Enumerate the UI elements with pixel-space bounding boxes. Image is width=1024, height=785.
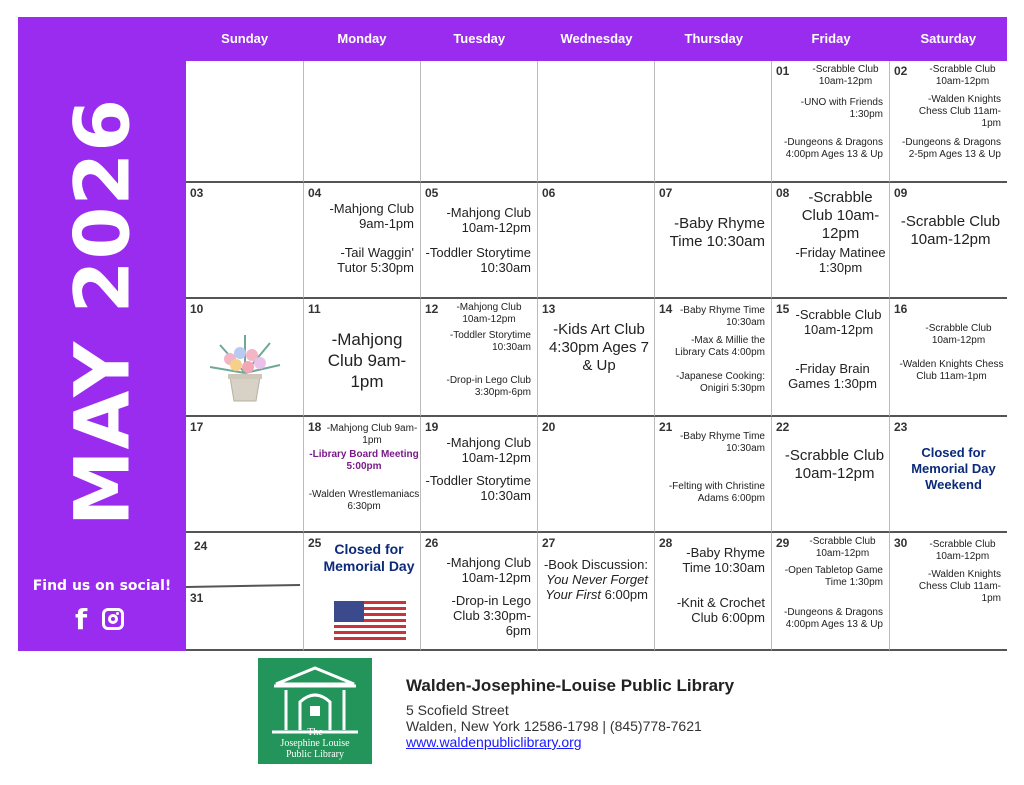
calendar-cell-sat-23 bbox=[890, 417, 1007, 533]
calendar-cell-sun-17 bbox=[186, 417, 304, 533]
calendar-cell-wed-6 bbox=[538, 183, 655, 299]
calendar-cell-fri-22 bbox=[772, 417, 890, 533]
day-number: 26 bbox=[425, 536, 439, 550]
logo-line: Public Library bbox=[285, 749, 345, 760]
calendar-cell-tue-5 bbox=[421, 183, 538, 299]
event: -Walden Knights Chess Club 11am-1pm bbox=[899, 359, 1004, 382]
day-number: 02 bbox=[894, 64, 908, 78]
event: -Felting with Christine Adams 6:00pm bbox=[668, 481, 765, 504]
event: -Mahjong Club 9am-1pm bbox=[329, 201, 414, 231]
day-number: 01 bbox=[776, 64, 790, 78]
day-number: 25 bbox=[308, 536, 322, 550]
day-number: 22 bbox=[776, 420, 790, 434]
calendar-cell-empty bbox=[538, 61, 655, 183]
event: -Scrabble Club 10am-12pm bbox=[929, 539, 996, 562]
event: -Drop-in Lego Club 3:30pm-6pm bbox=[451, 593, 531, 638]
event: -UNO with Friends 1:30pm bbox=[800, 97, 883, 120]
day-number: 21 bbox=[659, 420, 673, 434]
event: -Scrabble Club 10am-12pm bbox=[812, 64, 879, 87]
library-name: Walden-Josephine-Louise Public Library bbox=[406, 676, 735, 695]
event: -Mahjong Club 9am-1pm bbox=[327, 330, 407, 391]
event: -Baby Rhyme Time 10:30am bbox=[669, 215, 765, 250]
event: -Toddler Storytime 10:30am bbox=[425, 245, 531, 275]
event: -Scrabble Club 10am-12pm bbox=[801, 189, 880, 242]
event bbox=[542, 557, 654, 602]
library-city-phone: Walden, New York 12586-1798 | (845)778-7621 bbox=[406, 718, 702, 734]
calendar-cell-thu-28 bbox=[655, 533, 772, 651]
calendar-cell-fri-8 bbox=[772, 183, 890, 299]
calendar-cell-empty bbox=[655, 61, 772, 183]
event: -Drop-in Lego Club 3:30pm-6pm bbox=[446, 375, 531, 398]
book-title: You Never Forget Your First bbox=[545, 572, 648, 602]
library-website-link[interactable]: www.waldenpubliclibrary.org bbox=[406, 734, 582, 750]
event: -Dungeons & Dragons 4:00pm Ages 13 & Up bbox=[784, 137, 883, 160]
flower-pot-illustration bbox=[200, 325, 290, 405]
event: -Japanese Cooking: Onigiri 5:30pm bbox=[676, 371, 765, 394]
day-sunday: Sunday bbox=[221, 31, 269, 46]
calendar-cell-fri-1 bbox=[772, 61, 890, 183]
event: -Mahjong Club 10am-12pm bbox=[446, 205, 531, 235]
day-number: 17 bbox=[190, 420, 204, 434]
day-number: 18 bbox=[308, 420, 322, 434]
calendar-cell-sun-24-31 bbox=[186, 533, 304, 651]
us-flag-icon bbox=[334, 601, 406, 641]
library-logo bbox=[258, 658, 372, 764]
calendar-grid bbox=[186, 61, 1007, 651]
event: -Scrabble Club 10am-12pm bbox=[929, 64, 996, 87]
event: -Scrabble Club 10am-12pm bbox=[925, 323, 992, 346]
calendar-cell-fri-29 bbox=[772, 533, 890, 651]
event: -Mahjong Club 10am-12pm bbox=[446, 555, 531, 585]
event: -Tail Waggin' Tutor 5:30pm bbox=[337, 245, 414, 275]
event: -Kids Art Club 4:30pm Ages 7 & Up bbox=[548, 321, 650, 374]
event: -Friday Matinee 1:30pm bbox=[795, 245, 886, 275]
calendar-cell-mon-25 bbox=[304, 533, 421, 651]
event: -Baby Rhyme Time 10:30am bbox=[682, 545, 765, 575]
day-number: 07 bbox=[659, 186, 673, 200]
facebook-icon[interactable]: f bbox=[75, 603, 88, 636]
day-number: 23 bbox=[894, 420, 908, 434]
event: -Toddler Storytime 10:30am bbox=[449, 330, 531, 353]
day-number: 20 bbox=[542, 420, 556, 434]
event: -Walden Knights Chess Club 11am-1pm bbox=[918, 94, 1001, 129]
event: -Scrabble Club 10am-12pm bbox=[900, 213, 1001, 248]
event: -Open Tabletop Game Time 1:30pm bbox=[784, 565, 883, 588]
day-number: 15 bbox=[776, 302, 790, 316]
calendar-cell-mon-18 bbox=[304, 417, 421, 533]
day-number: 14 bbox=[659, 302, 673, 316]
closed-notice: Closed for Memorial Day Weekend bbox=[911, 445, 996, 492]
calendar-cell-thu-21 bbox=[655, 417, 772, 533]
day-friday: Friday bbox=[811, 31, 851, 46]
event: -Dungeons & Dragons 4:00pm Ages 13 & Up bbox=[784, 607, 883, 630]
day-number: 16 bbox=[894, 302, 908, 316]
day-number: 31 bbox=[190, 591, 204, 605]
calendar-cell-sat-9 bbox=[890, 183, 1007, 299]
event: -Mahjong Club 9am-1pm bbox=[326, 423, 418, 446]
calendar-cell-thu-14 bbox=[655, 299, 772, 417]
calendar-cell-wed-13 bbox=[538, 299, 655, 417]
day-saturday: Saturday bbox=[920, 31, 977, 46]
event-time: 6:00pm bbox=[601, 587, 648, 602]
event: -Walden Knights Chess Club 11am-1pm bbox=[918, 569, 1001, 604]
event: -Walden Wrestlemaniacs 6:30pm bbox=[308, 489, 420, 512]
event: -Friday Brain Games 1:30pm bbox=[788, 361, 877, 391]
calendar-cell-tue-19 bbox=[421, 417, 538, 533]
day-number: 06 bbox=[542, 186, 556, 200]
day-number: 19 bbox=[425, 420, 439, 434]
calendar-cell-mon-4 bbox=[304, 183, 421, 299]
day-number: 08 bbox=[776, 186, 790, 200]
library-street: 5 Scofield Street bbox=[406, 702, 509, 718]
logo-line: The bbox=[307, 727, 323, 738]
event: -Baby Rhyme Time 10:30am bbox=[679, 431, 765, 454]
day-number: 28 bbox=[659, 536, 673, 550]
event-text: -Book Discussion: bbox=[543, 557, 648, 572]
library-building-icon bbox=[270, 664, 360, 734]
event: -Baby Rhyme Time 10:30am bbox=[679, 305, 765, 328]
day-thursday: Thursday bbox=[684, 31, 744, 46]
calendar-cell-sun-3 bbox=[186, 183, 304, 299]
event: -Max & Millie the Library Cats 4:00pm bbox=[674, 335, 765, 358]
event: -Scrabble Club 10am-12pm bbox=[784, 447, 885, 482]
split-divider bbox=[186, 584, 300, 588]
event: -Toddler Storytime 10:30am bbox=[425, 473, 531, 503]
calendar-cell-tue-26 bbox=[421, 533, 538, 651]
calendar-cell-empty bbox=[304, 61, 421, 183]
closed-notice: Closed for Memorial Day bbox=[323, 541, 415, 574]
day-number: 05 bbox=[425, 186, 439, 200]
event: -Knit & Crochet Club 6:00pm bbox=[676, 595, 765, 625]
event: -Mahjong Club 10am-12pm bbox=[446, 435, 531, 465]
event: -Scrabble Club 10am-12pm bbox=[809, 536, 876, 559]
calendar-cell-wed-20 bbox=[538, 417, 655, 533]
day-number: 10 bbox=[190, 302, 204, 316]
calendar-cell-sat-30 bbox=[890, 533, 1007, 651]
calendar-cell-wed-27 bbox=[538, 533, 655, 651]
social-text: Find us on social! bbox=[32, 578, 172, 594]
calendar-cell-thu-7 bbox=[655, 183, 772, 299]
day-wednesday: Wednesday bbox=[560, 31, 633, 46]
day-number: 13 bbox=[542, 302, 556, 316]
event: -Mahjong Club 10am-12pm bbox=[456, 302, 522, 325]
calendar-cell-empty bbox=[421, 61, 538, 183]
day-number: 09 bbox=[894, 186, 908, 200]
event: -Dungeons & Dragons 2-5pm Ages 13 & Up bbox=[902, 137, 1001, 160]
day-number: 27 bbox=[542, 536, 556, 550]
calendar-cell-mon-11 bbox=[304, 299, 421, 417]
day-number: 03 bbox=[190, 186, 204, 200]
event-highlight: -Library Board Meeting 5:00pm bbox=[309, 449, 419, 472]
day-monday: Monday bbox=[337, 31, 387, 46]
calendar-cell-fri-15 bbox=[772, 299, 890, 417]
instagram-icon[interactable] bbox=[102, 608, 124, 630]
day-tuesday: Tuesday bbox=[453, 31, 506, 46]
logo-line: Josephine Louise bbox=[280, 738, 350, 749]
calendar-cell-sat-16 bbox=[890, 299, 1007, 417]
day-number: 30 bbox=[894, 536, 908, 550]
event: -Scrabble Club 10am-12pm bbox=[795, 307, 882, 337]
day-number: 12 bbox=[425, 302, 439, 316]
weekday-header bbox=[186, 17, 1007, 61]
day-number: 04 bbox=[308, 186, 322, 200]
library-address bbox=[406, 702, 702, 734]
calendar-cell-sat-2 bbox=[890, 61, 1007, 183]
day-number: 24 bbox=[194, 539, 208, 553]
day-number: 11 bbox=[308, 302, 321, 316]
day-number: 29 bbox=[776, 536, 790, 550]
calendar-cell-tue-12 bbox=[421, 299, 538, 417]
month-title: MAY 2026 bbox=[57, 97, 147, 527]
logo-text bbox=[258, 727, 372, 760]
calendar-cell-sun-10 bbox=[186, 299, 304, 417]
calendar-cell-empty bbox=[186, 61, 304, 183]
